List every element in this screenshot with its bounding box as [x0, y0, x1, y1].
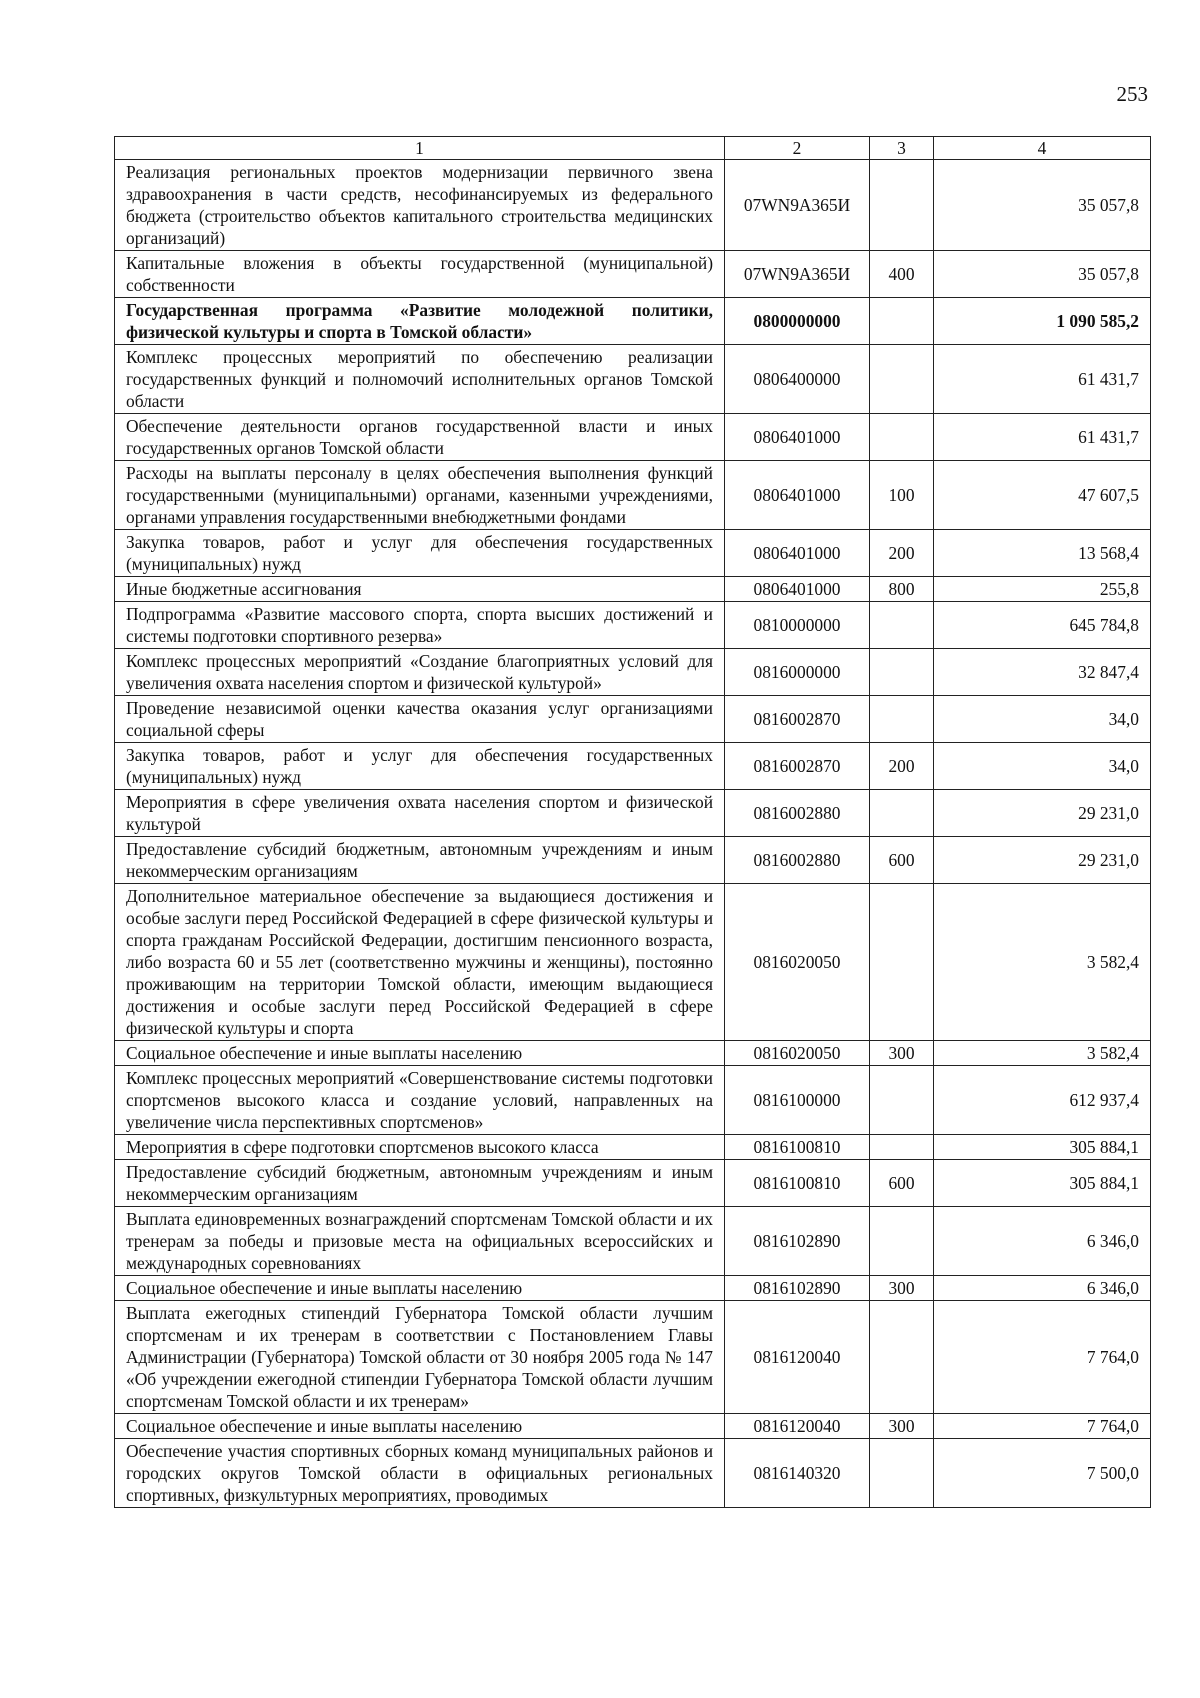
amount-cell: 6 346,0 [934, 1276, 1151, 1301]
table-row [115, 345, 1151, 414]
amount-cell: 34,0 [934, 696, 1151, 743]
budget-table [114, 136, 1151, 1508]
item-name-cell: Подпрограмма «Развитие массового спорта, спорта высших достижений и системы подготовки спортивного резерва» [115, 602, 725, 649]
target-code-cell: 0816100000 [725, 1066, 870, 1135]
table-row [115, 251, 1151, 298]
target-code-cell: 0816002870 [725, 743, 870, 790]
item-name-cell: Комплекс процессных мероприятий «Совершенствование системы подготовки спортсменов высокого класса и создание условий, направленных на увеличение числа перспективных спортсменов» [115, 1066, 725, 1135]
amount-cell: 1 090 585,2 [934, 298, 1151, 345]
column-number: 4 [934, 137, 1151, 160]
amount-cell: 13 568,4 [934, 530, 1151, 577]
page-number: 253 [1116, 82, 1148, 106]
amount-cell: 29 231,0 [934, 790, 1151, 837]
expense-type-cell [870, 790, 934, 837]
expense-type-cell: 300 [870, 1276, 934, 1301]
target-code-cell: 0806400000 [725, 345, 870, 414]
amount-cell: 47 607,5 [934, 461, 1151, 530]
amount-cell: 7 500,0 [934, 1439, 1151, 1508]
target-code-cell: 0816002880 [725, 837, 870, 884]
amount-cell: 29 231,0 [934, 837, 1151, 884]
expense-type-cell [870, 298, 934, 345]
column-number: 2 [725, 137, 870, 160]
table-row [115, 837, 1151, 884]
table-row [115, 1135, 1151, 1160]
item-name-cell: Предоставление субсидий бюджетным, автономным учреждениям и иным некоммерческим организациям [115, 1160, 725, 1207]
column-number: 1 [115, 137, 725, 160]
expense-type-cell: 600 [870, 837, 934, 884]
column-number-row [115, 137, 1151, 160]
item-name-cell: Дополнительное материальное обеспечение за выдающиеся достижения и особые заслуги перед Российской Федерацией в сфере физической культуры и спорта гражданам Российской Федерации, достигшим пенсионного возраста, либо возраста 60 и 55 лет (соответственно мужчины и женщины), постоянно проживающим на территории Томской области, имеющим выдающиеся достижения и особые заслуги перед Российской Федерацией в сфере физической культуры и спорта [115, 884, 725, 1041]
expense-type-cell: 300 [870, 1414, 934, 1439]
table-row [115, 1066, 1151, 1135]
amount-cell: 61 431,7 [934, 345, 1151, 414]
expense-type-cell: 200 [870, 530, 934, 577]
item-name-cell: Комплекс процессных мероприятий «Создание благоприятных условий для увеличения охвата населения спортом и физической культурой» [115, 649, 725, 696]
table-row [115, 790, 1151, 837]
amount-cell: 35 057,8 [934, 160, 1151, 251]
expense-type-cell: 600 [870, 1160, 934, 1207]
expense-type-cell [870, 696, 934, 743]
expense-type-cell: 100 [870, 461, 934, 530]
table-row [115, 696, 1151, 743]
item-name-cell: Социальное обеспечение и иные выплаты населению [115, 1041, 725, 1066]
item-name-cell: Государственная программа «Развитие молодежной политики, физической культуры и спорта в Томской области» [115, 298, 725, 345]
table-row [115, 461, 1151, 530]
item-name-cell: Мероприятия в сфере увеличения охвата населения спортом и физической культурой [115, 790, 725, 837]
expense-type-cell [870, 1207, 934, 1276]
item-name-cell: Обеспечение деятельности органов государственной власти и иных государственных органов Томской области [115, 414, 725, 461]
item-name-cell: Предоставление субсидий бюджетным, автономным учреждениям и иным некоммерческим организациям [115, 837, 725, 884]
column-number: 3 [870, 137, 934, 160]
amount-cell: 7 764,0 [934, 1414, 1151, 1439]
expense-type-cell: 800 [870, 577, 934, 602]
amount-cell: 305 884,1 [934, 1160, 1151, 1207]
table-row [115, 602, 1151, 649]
amount-cell: 255,8 [934, 577, 1151, 602]
target-code-cell: 0810000000 [725, 602, 870, 649]
table-row [115, 577, 1151, 602]
item-name-cell: Социальное обеспечение и иные выплаты населению [115, 1276, 725, 1301]
target-code-cell: 07WN9A365И [725, 160, 870, 251]
table-row [115, 414, 1151, 461]
target-code-cell: 0816000000 [725, 649, 870, 696]
expense-type-cell [870, 1066, 934, 1135]
amount-cell: 34,0 [934, 743, 1151, 790]
amount-cell: 61 431,7 [934, 414, 1151, 461]
target-code-cell: 0816100810 [725, 1160, 870, 1207]
expense-type-cell [870, 345, 934, 414]
target-code-cell: 0816120040 [725, 1301, 870, 1414]
amount-cell: 3 582,4 [934, 884, 1151, 1041]
table-row [115, 743, 1151, 790]
target-code-cell: 0816102890 [725, 1276, 870, 1301]
table-row [115, 1160, 1151, 1207]
amount-cell: 3 582,4 [934, 1041, 1151, 1066]
expense-type-cell [870, 1439, 934, 1508]
amount-cell: 6 346,0 [934, 1207, 1151, 1276]
target-code-cell: 0816140320 [725, 1439, 870, 1508]
target-code-cell: 0806401000 [725, 414, 870, 461]
expense-type-cell [870, 1135, 934, 1160]
table-row [115, 884, 1151, 1041]
item-name-cell: Комплекс процессных мероприятий по обеспечению реализации государственных функций и полномочий исполнительных органов Томской области [115, 345, 725, 414]
item-name-cell: Проведение независимой оценки качества оказания услуг организациями социальной сферы [115, 696, 725, 743]
amount-cell: 305 884,1 [934, 1135, 1151, 1160]
item-name-cell: Закупка товаров, работ и услуг для обеспечения государственных (муниципальных) нужд [115, 743, 725, 790]
expense-type-cell: 200 [870, 743, 934, 790]
item-name-cell: Выплата единовременных вознаграждений спортсменам Томской области и их тренерам за победы и призовые места на официальных всероссийских и международных соревнованиях [115, 1207, 725, 1276]
table-row [115, 1207, 1151, 1276]
table-row [115, 1276, 1151, 1301]
table-row [115, 160, 1151, 251]
table-row [115, 649, 1151, 696]
item-name-cell: Мероприятия в сфере подготовки спортсменов высокого класса [115, 1135, 725, 1160]
expense-type-cell [870, 884, 934, 1041]
target-code-cell: 0800000000 [725, 298, 870, 345]
table-row [115, 530, 1151, 577]
amount-cell: 612 937,4 [934, 1066, 1151, 1135]
table-row [115, 1439, 1151, 1508]
target-code-cell: 0806401000 [725, 577, 870, 602]
item-name-cell: Обеспечение участия спортивных сборных команд муниципальных районов и городских округов Томской области в официальных региональных спортивных, физкультурных мероприятиях, проводимых [115, 1439, 725, 1508]
target-code-cell: 0806401000 [725, 530, 870, 577]
amount-cell: 35 057,8 [934, 251, 1151, 298]
target-code-cell: 0816002880 [725, 790, 870, 837]
target-code-cell: 0816120040 [725, 1414, 870, 1439]
expense-type-cell: 300 [870, 1041, 934, 1066]
item-name-cell: Закупка товаров, работ и услуг для обеспечения государственных (муниципальных) нужд [115, 530, 725, 577]
target-code-cell: 0816100810 [725, 1135, 870, 1160]
target-code-cell: 0806401000 [725, 461, 870, 530]
amount-cell: 7 764,0 [934, 1301, 1151, 1414]
table-row [115, 298, 1151, 345]
item-name-cell: Капитальные вложения в объекты государственной (муниципальной) собственности [115, 251, 725, 298]
item-name-cell: Выплата ежегодных стипендий Губернатора Томской области лучшим спортсменам и их тренерам в соответствии с Постановлением Главы Администрации (Губернатора) Томской области от 30 ноября 2005 года № 147 «Об учреждении ежегодной стипендии Губернатора Томской области лучшим спортсменам Томской области и их тренерам» [115, 1301, 725, 1414]
item-name-cell: Реализация региональных проектов модернизации первичного звена здравоохранения в части средств, несофинансируемых из федерального бюджета (строительство объектов капитального строительства медицинских организаций) [115, 160, 725, 251]
amount-cell: 645 784,8 [934, 602, 1151, 649]
target-code-cell: 0816020050 [725, 1041, 870, 1066]
expense-type-cell: 400 [870, 251, 934, 298]
item-name-cell: Иные бюджетные ассигнования [115, 577, 725, 602]
amount-cell: 32 847,4 [934, 649, 1151, 696]
expense-type-cell [870, 1301, 934, 1414]
expense-type-cell [870, 160, 934, 251]
table-row [115, 1301, 1151, 1414]
target-code-cell: 0816002870 [725, 696, 870, 743]
target-code-cell: 0816102890 [725, 1207, 870, 1276]
target-code-cell: 0816020050 [725, 884, 870, 1041]
expense-type-cell [870, 649, 934, 696]
item-name-cell: Социальное обеспечение и иные выплаты населению [115, 1414, 725, 1439]
table-row [115, 1414, 1151, 1439]
item-name-cell: Расходы на выплаты персоналу в целях обеспечения выполнения функций государственными (муниципальными) органами, казенными учреждениями, органами управления государственными внебюджетными фондами [115, 461, 725, 530]
expense-type-cell [870, 414, 934, 461]
expense-type-cell [870, 602, 934, 649]
table-row [115, 1041, 1151, 1066]
target-code-cell: 07WN9A365И [725, 251, 870, 298]
